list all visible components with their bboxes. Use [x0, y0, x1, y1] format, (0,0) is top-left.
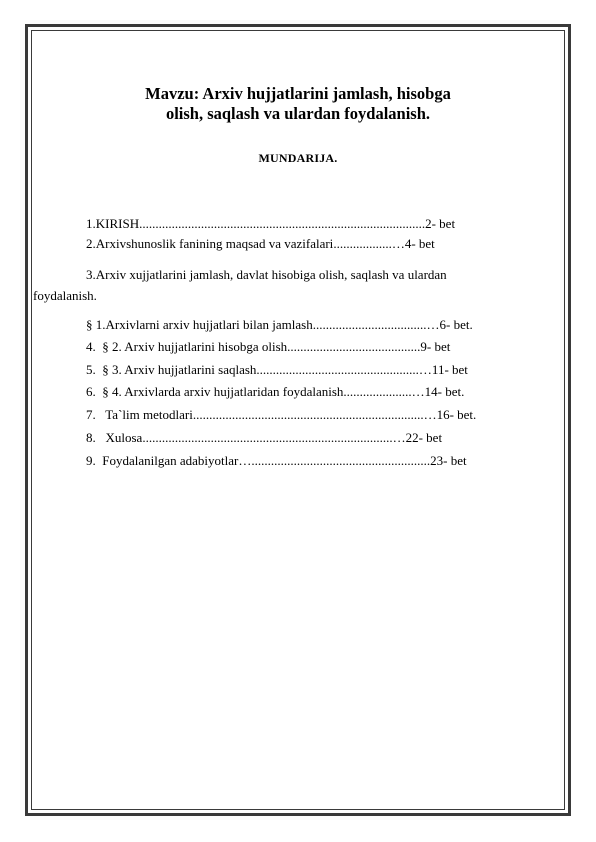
toc-item-label: § 4. Arxivlarda arxiv hujjatlaridan foydalanish — [102, 384, 344, 399]
toc-leader-dots: .................................................. — [256, 362, 419, 377]
toc-leader-ellipsis: … — [411, 384, 425, 399]
toc-item-page: 9- bet — [420, 339, 451, 354]
toc-item-number: 7. — [86, 407, 96, 422]
toc-item-label: § 2. Arxiv hujjatlarini hisobga olish — [102, 339, 288, 354]
toc-item-page: 11- bet — [431, 362, 468, 377]
title-line-1: Mavzu: Arxiv hujjatlarini jamlash, hisobga — [145, 84, 451, 103]
toc-item-page: 4- bet — [404, 236, 435, 251]
toc-item-number: 8. — [86, 430, 96, 445]
toc-item-1 — [86, 215, 455, 232]
toc-leader-ellipsis: … — [238, 453, 252, 468]
toc-item-2 — [86, 235, 435, 252]
toc-item-page: 22- bet — [405, 430, 443, 445]
toc-item-7 — [86, 383, 464, 400]
toc-leader-dots: ........................................................................................ — [139, 216, 426, 231]
toc-leader-dots: .................. — [333, 236, 392, 251]
toc-item-page: 14- bet. — [424, 384, 465, 399]
toc-item-label: Arxiv xujjatlarini jamlash, davlat hisobiga olish, saqlash va ulardan — [95, 267, 447, 282]
toc-item-label: § 3. Arxiv hujjatlarini saqlash — [102, 362, 257, 377]
toc-item-page: 6- bet. — [439, 317, 473, 332]
toc-item-number: 9. — [86, 453, 96, 468]
toc-item-3-continuation: foydalanish. — [33, 288, 97, 303]
toc-item-number: 5. — [86, 362, 96, 377]
toc-item-label: 1.Arxivlarni arxiv hujjatlari bilan jamlash — [95, 317, 313, 332]
toc-item-number: 4. — [86, 339, 96, 354]
title-line-2: olish, saqlash va ulardan foydalanish. — [165, 104, 431, 123]
toc-item-4 — [86, 316, 473, 333]
toc-item-page: 16- bet. — [436, 407, 477, 422]
toc-item-label: Xulosa — [102, 430, 143, 445]
toc-leader-dots: ....................................................................... — [192, 407, 424, 422]
toc-item-label: KIRISH — [95, 216, 140, 231]
toc-leader-dots: ................................... — [312, 317, 427, 332]
toc-item-label: Arxivshunoslik fanining maqsad va vazifalari — [95, 236, 334, 251]
toc-item-6 — [86, 361, 468, 378]
toc-item-number: 6. — [86, 384, 96, 399]
toc-item-page: 23- bet — [430, 453, 467, 468]
toc-leader-ellipsis: … — [418, 362, 432, 377]
toc-item-number: § — [86, 317, 93, 332]
toc-leader-dots: ....................................................... — [251, 453, 431, 468]
toc-leader-dots: ..................... — [343, 384, 412, 399]
toc-item-label: Ta`lim metodlari — [102, 407, 193, 422]
toc-leader-dots: ............................................................................. — [142, 430, 393, 445]
toc-leader-ellipsis: … — [423, 407, 437, 422]
toc-item-3 — [86, 266, 546, 283]
toc-item-8 — [86, 406, 476, 423]
toc-item-9 — [86, 429, 442, 446]
toc-item-number: 3. — [86, 267, 96, 282]
toc-item-5 — [86, 338, 450, 355]
toc-item-number: 2. — [86, 236, 96, 251]
toc-item-label: Foydalanilgan adabiyotlar — [102, 453, 239, 468]
toc-leader-ellipsis: … — [391, 236, 405, 251]
toc-item-10 — [86, 452, 467, 469]
toc-item-page: 2- bet — [425, 216, 456, 231]
toc-item-number: 1. — [86, 216, 96, 231]
toc-leader-ellipsis: … — [392, 430, 406, 445]
toc-leader-dots: ......................................... — [287, 339, 421, 354]
contents-heading: MUNDARIJA. — [258, 151, 338, 165]
toc-leader-ellipsis: … — [426, 317, 440, 332]
document-title — [0, 84, 596, 124]
